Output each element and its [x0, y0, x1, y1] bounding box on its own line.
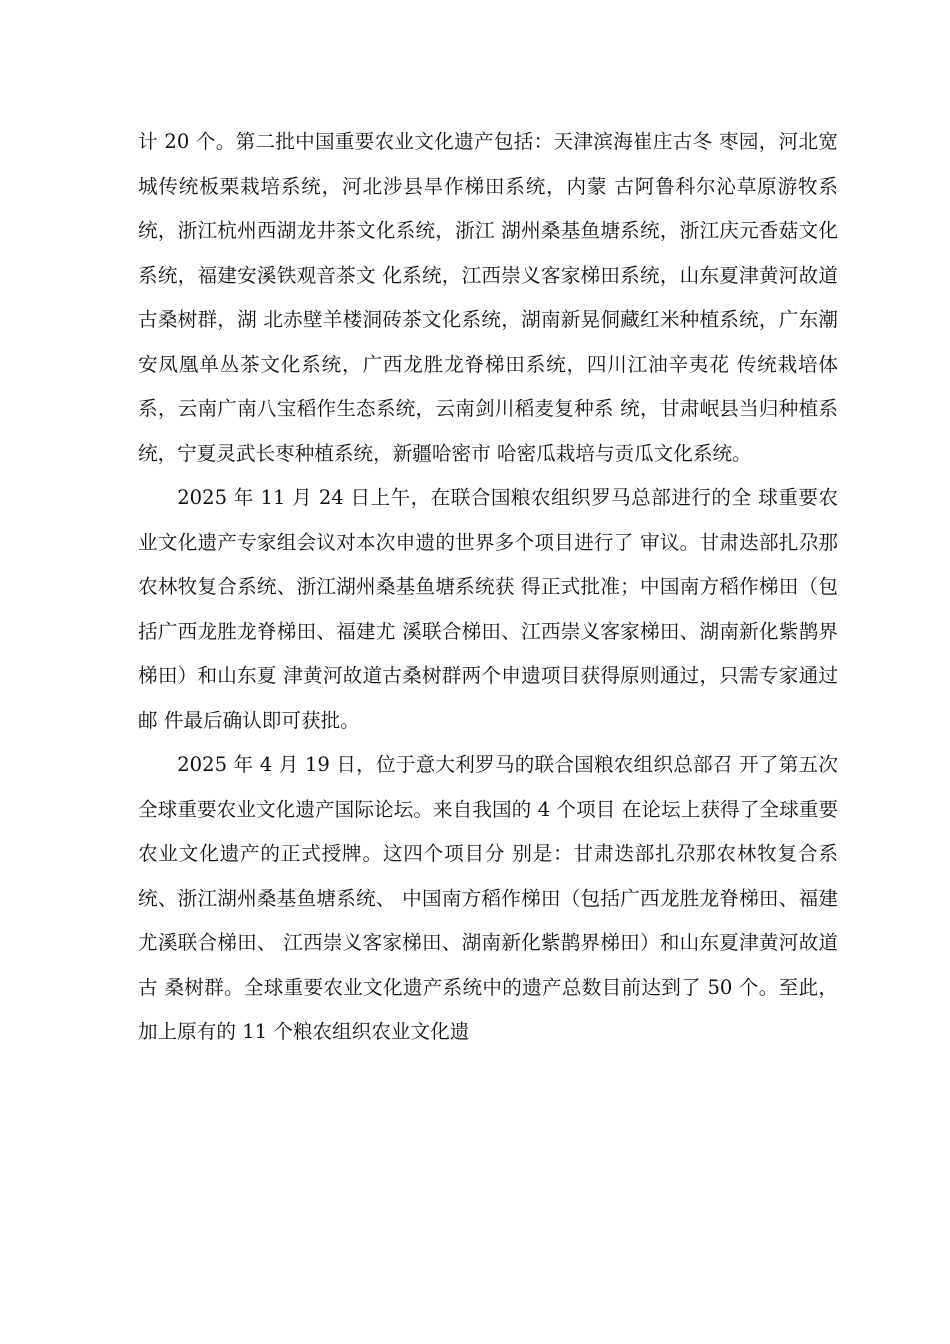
- paragraph-3: 2025 年 4 月 19 日，位于意大利罗马的联合国粮农组织总部召 开了第五次全球重要农业文化遗产国际论坛。来自我国的 4 个项目 在论坛上获得了全球重要农业文化遗产的正式授牌。这四个项目分 别是：甘肃迭部扎尕那农林牧复合系统、浙江湖州桑基鱼塘系统、 中国南方稻作梯田（包括广西龙胜龙脊梯田、福建尤溪联合梯田、 江西崇义客家梯田、湖南新化紫鹊界梯田）和山东夏津黄河故道古 桑树群。全球重要农业文化遗产系统中的遗产总数目前达到了 50 个。至此，加上原有的 11 个粮农组织农业文化遗: [138, 753, 838, 1043]
- document-body: [138, 120, 838, 1055]
- paragraph-2: 2025 年 11 月 24 日上午，在联合国粮农组织罗马总部进行的全 球重要农业文化遗产专家组会议对本次申遗的世界多个项目进行了 审议。甘肃迭部扎尕那农林牧复合系统、浙江湖州桑基鱼塘系统获 得正式批准；中国南方稻作梯田（包括广西龙胜龙脊梯田、福建尤 溪联合梯田、江西崇义客家梯田、湖南新化紫鹊界梯田）和山东夏 津黄河故道古桑树群两个申遗项目获得原则通过，只需专家通过邮 件最后确认即可获批。: [138, 486, 838, 732]
- paragraph-1: 计 20 个。第二批中国重要农业文化遗产包括：天津滨海崔庄古冬 枣园，河北宽城传统板栗栽培系统，河北涉县旱作梯田系统，内蒙 古阿鲁科尔沁草原游牧系统，浙江杭州西湖龙井茶文化系统，浙江 湖州桑基鱼塘系统，浙江庆元香菇文化系统，福建安溪铁观音茶文 化系统，江西崇义客家梯田系统，山东夏津黄河故道古桑树群，湖 北赤壁羊楼洞砖茶文化系统，湖南新晃侗藏红米种植系统，广东潮 安凤凰单丛茶文化系统，广西龙胜龙脊梯田系统，四川江油辛夷花 传统栽培体系，云南广南八宝稻作生态系统，云南剑川稻麦复种系 统，甘肃岷县当归种植系统，宁夏灵武长枣种植系统，新疆哈密市 哈密瓜栽培与贡瓜文化系统。: [138, 130, 838, 465]
